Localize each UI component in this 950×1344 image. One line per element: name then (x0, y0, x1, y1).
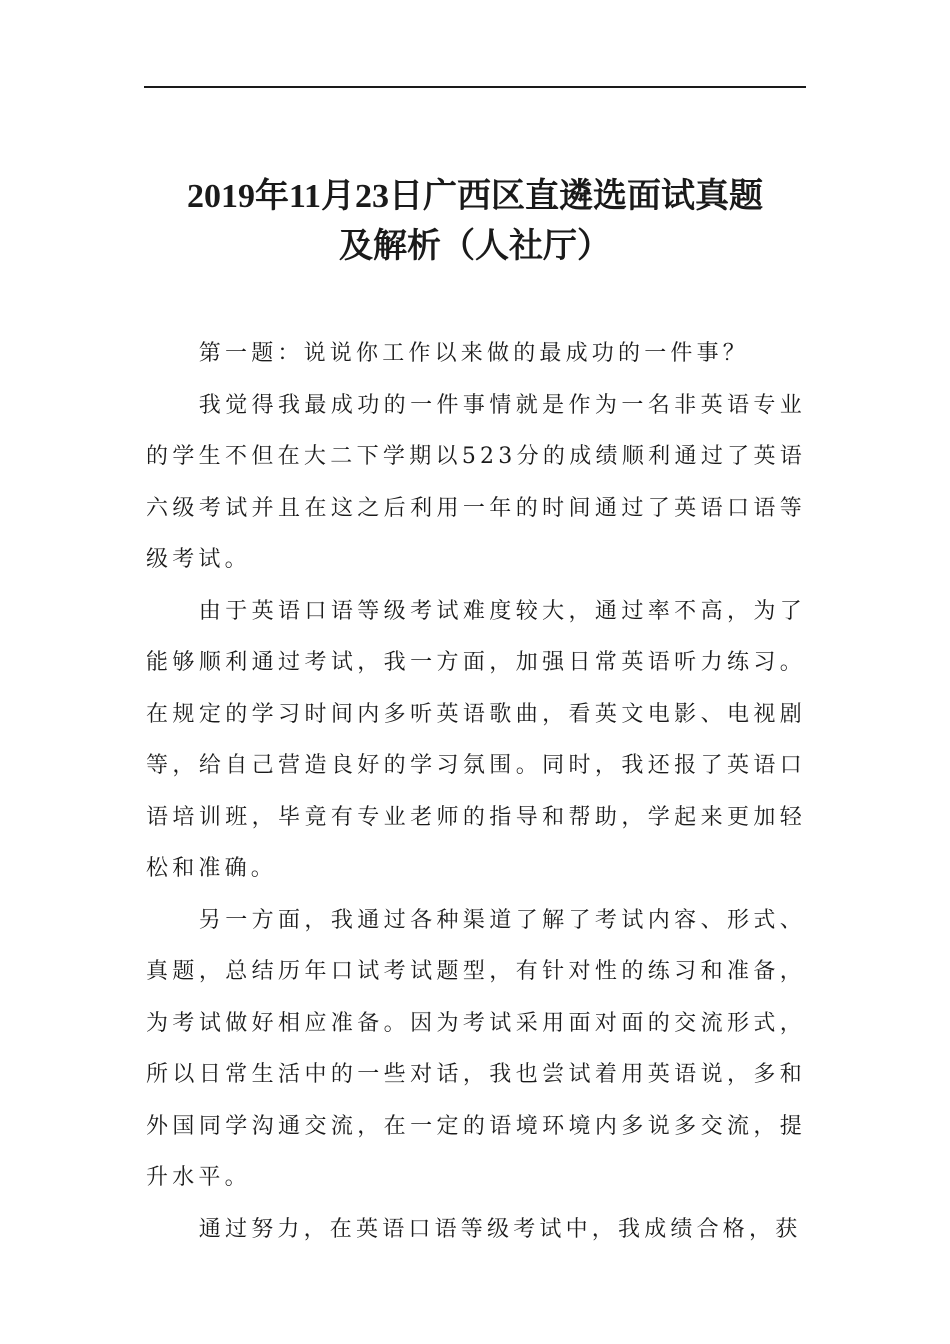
title-line-1: 2019年11月23日广西区直遴选面试真题 (186, 178, 764, 215)
question-heading: 第一题：说说你工作以来做的最成功的一件事？ (198, 341, 749, 366)
body-paragraph: 另一方面，我通过各种渠道了解了考试内容、形式、真题，总结历年口试考试题型，有针对性的练习和准备，为考试做好相应准备。因为考试采用面对面的交流形式，所以日常生活中的一些对话，我也尝试着用英语说，多和外国同学沟通交流，在一定的语境环境内多说多交流，提升水平。 (146, 907, 806, 1190)
body-paragraph: 通过努力，在英语口语等级考试中，我成绩合格，获 (198, 1216, 802, 1242)
title-line-2: 及解析（人社厅） (339, 228, 611, 265)
document-title (140, 172, 810, 272)
header-rule (144, 86, 806, 88)
body-paragraph: 我觉得我最成功的一件事情就是作为一名非英语专业的学生不但在大二下学期以523分的成绩顺利通过了英语六级考试并且在这之后利用一年的时间通过了英语口语等级考试。 (146, 392, 806, 572)
body-paragraph: 由于英语口语等级考试难度较大，通过率不高，为了能够顺利通过考试，我一方面，加强日常英语听力练习。在规定的学习时间内多听英语歌曲，看英文电影、电视剧等，给自己营造良好的学习氛围。同时，我还报了英语口语培训班，毕竟有专业老师的指导和帮助，学起来更加轻松和准确。 (146, 598, 806, 881)
document-body (146, 328, 806, 1255)
